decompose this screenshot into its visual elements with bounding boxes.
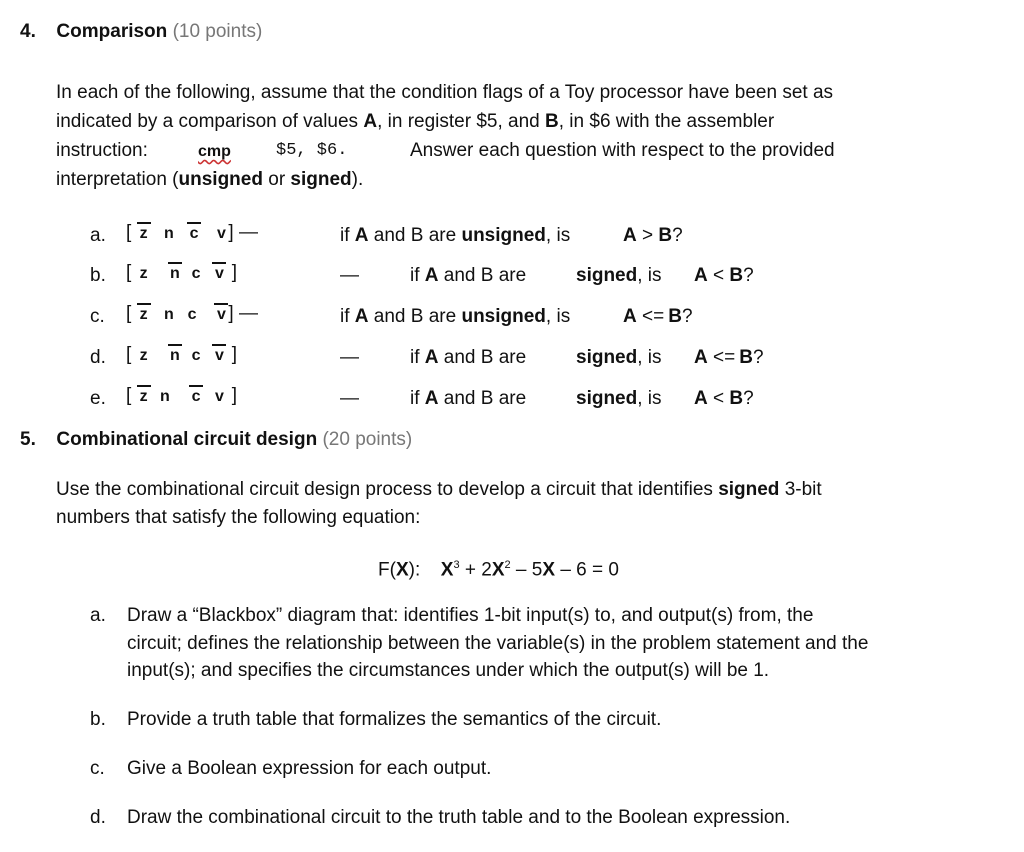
rel-A: A (694, 388, 708, 409)
q5-number: 5. (20, 429, 36, 450)
flag-c: c (187, 306, 197, 323)
flag-c: c (191, 265, 201, 282)
q5-intro-signed: signed (718, 479, 780, 500)
q4-item-c-relation (623, 303, 693, 331)
q-A: A (354, 225, 369, 246)
q5-intro-post: 3-bit (779, 479, 822, 500)
q-mid: and B are (368, 225, 462, 246)
q4-line4-signed: signed (290, 169, 352, 190)
q4-item-d-flags (126, 344, 237, 366)
q-is: , is (545, 306, 571, 327)
rel-B: B (739, 347, 753, 368)
eq-x: X (395, 559, 409, 581)
q5-item-c-letter: c. (90, 758, 105, 779)
q5-item-c-line1: Give a Boolean expression for each output. (127, 758, 492, 779)
q4-item-b-flags (126, 262, 237, 284)
flag-v: v (212, 344, 226, 365)
rel-op: <= (713, 347, 736, 368)
flag-z: z (139, 347, 148, 364)
q4-item-b-dash: — (340, 265, 359, 286)
q4-item-e-flags (126, 385, 237, 407)
q4-item-b-relation (694, 262, 754, 290)
flag-c: c (189, 385, 203, 406)
q-pre: if (340, 225, 355, 246)
rel-B: B (658, 225, 673, 246)
q4-item-a-letter: a. (90, 225, 106, 246)
q4-intro-line2-pre: indicated by a comparison of values (56, 111, 364, 132)
q4-item-a-relation (623, 222, 683, 250)
q4-instruction-tail: Answer each question with respect to the provided (410, 140, 835, 161)
q-mid: and B are (368, 306, 462, 327)
flag-c: c (187, 222, 201, 243)
q4-intro-line2 (56, 107, 774, 136)
q4-item-d-dash: — (340, 347, 359, 368)
q-pre: if (410, 265, 425, 286)
q-type: signed (576, 265, 638, 286)
q5-item-b-letter: b. (90, 709, 106, 730)
cmp-operands: $5, $6. (276, 141, 348, 160)
q4-intro-line2-post: , in $6 with the assembler (558, 111, 775, 132)
q4-intro-line3-label: instruction: (56, 140, 148, 161)
flag-n: n (159, 388, 170, 405)
q4-item-e-relation (694, 385, 754, 413)
q4-item-b-letter: b. (90, 265, 106, 286)
eq-plus: + 2 (459, 559, 492, 581)
q4-item-c-letter: c. (90, 306, 105, 327)
bracket-open: [ (126, 385, 132, 406)
q4-item-e-letter: e. (90, 388, 106, 409)
q-is: , is (545, 225, 571, 246)
q4-title: Comparison (56, 21, 168, 42)
q-A: A (354, 306, 369, 327)
flag-z: z (139, 265, 148, 282)
q-is: , is (637, 347, 662, 368)
q-type: unsigned (461, 225, 546, 246)
q4-heading (20, 21, 262, 43)
item-dash: — (238, 303, 258, 324)
flag-v: v (214, 303, 228, 324)
flag-c: c (191, 347, 201, 364)
rel-B: B (668, 306, 682, 327)
q4-item-a-question (340, 222, 570, 250)
q-A: A (424, 347, 439, 368)
q4-item-c-question (340, 303, 570, 331)
rel-q: ? (743, 388, 754, 409)
flag-n: n (163, 306, 174, 323)
q5-item-b-line1: Provide a truth table that formalizes the semantics of the circuit. (127, 709, 662, 730)
q5-equation (378, 551, 619, 584)
q4-item-d-letter: d. (90, 347, 106, 368)
flag-v: v (216, 225, 226, 242)
q5-heading (20, 429, 412, 451)
flag-z: z (137, 303, 151, 324)
q4-line4-unsigned: unsigned (178, 169, 263, 190)
bracket-open: [ (126, 262, 132, 283)
q4-item-e-type (576, 385, 662, 413)
rel-op: < (713, 388, 725, 409)
q-A: A (424, 388, 439, 409)
q5-title: Combinational circuit design (56, 429, 318, 450)
q-type: unsigned (461, 306, 546, 327)
rel-B: B (729, 388, 744, 409)
bracket-close: ] (231, 344, 237, 365)
q5-item-a-line2: circuit; defines the relationship between the variable(s) in the problem statement and the (127, 633, 869, 654)
eq-term-x2: X (491, 559, 505, 581)
q4-item-e-dash: — (340, 388, 359, 409)
rel-q: ? (672, 225, 683, 246)
q-is: , is (637, 388, 662, 409)
rel-A: A (623, 225, 637, 246)
q5-item-d-line1: Draw the combinational circuit to the truth table and to the Boolean expression. (127, 807, 791, 828)
eq-f: F( (378, 559, 396, 581)
eq-exp2: 2 (504, 559, 511, 571)
q4-line4-pre: interpretation ( (56, 169, 179, 190)
q5-item-a-letter: a. (90, 605, 106, 626)
q4-item-c-flags (126, 303, 258, 325)
eq-term-x3: X (440, 559, 454, 581)
q4-intro-line2-mid: , in register $5, and (377, 111, 546, 132)
eq-term-x: X (542, 559, 556, 581)
q4-number: 4. (20, 21, 36, 42)
bracket-close: ] (231, 262, 237, 283)
bracket-open: [ (126, 222, 132, 243)
q-mid: and B are (438, 265, 527, 286)
rel-B: B (729, 265, 744, 286)
q5-intro-pre: Use the combinational circuit design process to develop a circuit that identifies (56, 479, 719, 500)
rel-op: <= (642, 306, 665, 327)
q5-item-a-line3: input(s); and specifies the circumstances under which the output(s) will be 1. (127, 660, 770, 681)
bracket-open: [ (126, 344, 132, 365)
q4-item-d-type (576, 344, 662, 372)
q-type: signed (576, 347, 638, 368)
q-pre: if (410, 347, 425, 368)
q4-line4-post: ). (351, 169, 364, 190)
rel-A: A (694, 265, 708, 286)
q4-item-a-flags (126, 222, 258, 244)
flag-n: n (168, 344, 182, 365)
q4-item-e-question (410, 385, 526, 413)
rel-op: > (642, 225, 654, 246)
q4-item-d-relation (694, 344, 764, 372)
q5-intro-line1 (56, 475, 822, 504)
eq-exp3: 3 (453, 559, 460, 571)
cmp-instruction: cmp (198, 143, 231, 160)
q5-points: (20 points) (322, 429, 413, 450)
q-type: signed (576, 388, 638, 409)
eq-rest: – 6 = 0 (555, 559, 619, 581)
bracket-open: [ (126, 303, 132, 324)
q-pre: if (340, 306, 355, 327)
q4-intro-line4 (56, 165, 363, 194)
q4-item-d-question (410, 344, 526, 372)
rel-A: A (623, 306, 637, 327)
q4-intro-A: A (363, 111, 378, 132)
q4-line4-or: or (262, 169, 291, 190)
flag-v: v (212, 262, 226, 283)
q-A: A (424, 265, 439, 286)
flag-z: z (137, 385, 151, 406)
q5-item-a-line1: Draw a “Blackbox” diagram that: identifies 1-bit input(s) to, and output(s) from, the (127, 605, 814, 626)
q-mid: and B are (438, 347, 527, 368)
q4-item-b-type (576, 262, 662, 290)
item-dash: — (238, 222, 258, 243)
q5-item-d-letter: d. (90, 807, 106, 828)
bracket-close: ] (231, 385, 237, 406)
flag-n: n (163, 225, 174, 242)
flag-v: v (214, 388, 224, 405)
q4-item-b-question (410, 262, 526, 290)
flag-z: z (137, 222, 151, 243)
flag-n: n (168, 262, 182, 283)
rel-q: ? (752, 347, 764, 368)
bracket-close: ] (228, 222, 234, 243)
q-is: , is (637, 265, 662, 286)
eq-minus: – 5 (510, 559, 543, 581)
q5-intro-line2: numbers that satisfy the following equation: (56, 507, 421, 528)
q-mid: and B are (438, 388, 527, 409)
rel-op: < (713, 265, 725, 286)
eq-f-close: ): (408, 559, 421, 581)
bracket-close: ] (228, 303, 234, 324)
rel-q: ? (743, 265, 754, 286)
rel-A: A (694, 347, 708, 368)
q4-intro-B: B (545, 111, 559, 132)
q-pre: if (410, 388, 425, 409)
q4-intro-line1: In each of the following, assume that the condition flags of a Toy processor have been set as (56, 82, 834, 103)
rel-q: ? (681, 306, 693, 327)
q4-points: (10 points) (172, 21, 263, 42)
